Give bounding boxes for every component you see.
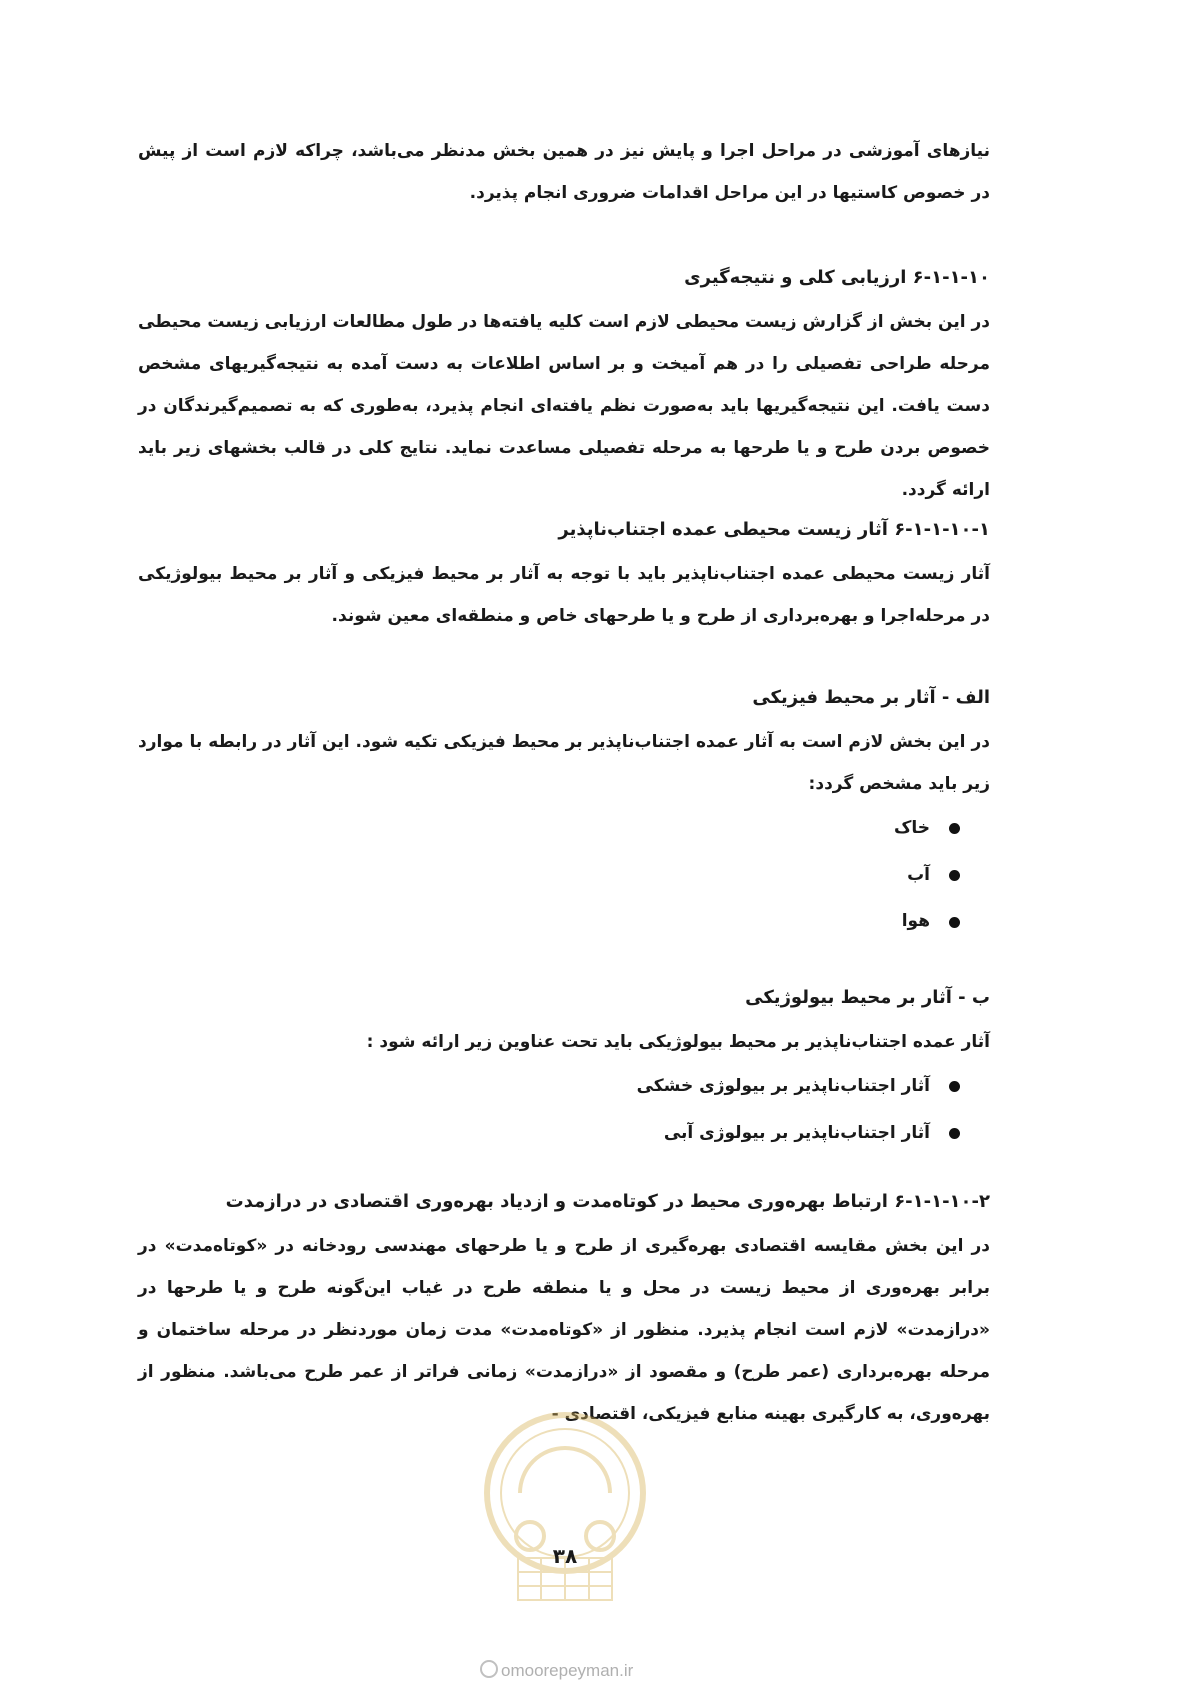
website-footer <box>480 1660 700 1681</box>
page-number: ۳۸ <box>552 1544 578 1568</box>
subsection-alef <box>138 676 990 945</box>
section-heading: ۶-۱-۱-۱۰-۲ ارتباط بهره‌وری محیط در کوتاه‌مدت و ازدیاد بهره‌وری اقتصادی در درازمدت <box>225 1191 990 1212</box>
list-item-text: خاک <box>893 817 930 838</box>
list-item-text: هوا <box>901 911 930 932</box>
bullet-icon <box>949 1128 960 1139</box>
list-item-text: آثار اجتناب‌ناپذیر بر بیولوژی آبی <box>663 1122 930 1143</box>
paragraph-text: در این بخش از گزارش زیست محیطی لازم است کلیه یافته‌ها در طول مطالعات ارزیابی زیست محیطی مرحله طراحی تفصیلی را در هم آمیخت و بر اساس اطلاعات به دست آمده به نتیجه‌گیریهای مشخص دست یافت. این نتیجه‌گیریها باید به‌صورت نظم یافته‌ای انجام پذیرد، به‌طوری که به تصمیم‌گیرندگان در خصوص بردن طرح و یا طرحها به مرحله تفصیلی مساعدت نماید. نتایج کلی در قالب بخشهای زیر باید ارائه گردد. <box>138 311 990 501</box>
list-item <box>138 1063 960 1110</box>
paragraph-text: آثار عمده اجتناب‌ناپذیر بر محیط بیولوژیکی باید تحت عناوین زیر ارائه شود : <box>366 1031 990 1052</box>
bullet-list <box>138 1063 990 1157</box>
section-heading: ۶-۱-۱-۱۰ ارزیابی کلی و نتیجه‌گیری <box>684 267 990 288</box>
section-10-1 <box>138 508 990 637</box>
section-10 <box>138 256 990 511</box>
paragraph-text: در این بخش لازم است به آثار عمده اجتناب‌ناپذیر بر محیط فیزیکی تکیه شود. این آثار در رابطه با موارد زیر باید مشخص گردد: <box>138 731 990 794</box>
list-item <box>138 898 960 945</box>
paragraph-text: نیازهای آموزشی در مراحل اجرا و پایش نیز در همین بخش مدنظر می‌باشد، چراکه لازم است از پیش در خصوص کاستیها در این مراحل اقدامات ضروری انجام پذیرد. <box>138 141 990 204</box>
bullet-list <box>138 805 990 945</box>
list-item-text: آثار اجتناب‌ناپذیر بر بیولوژی خشکی <box>636 1075 930 1096</box>
intro-paragraph <box>138 130 990 214</box>
bullet-icon <box>949 917 960 928</box>
list-item <box>138 805 960 852</box>
website-text: omoorepeyman.ir <box>501 1661 634 1680</box>
bullet-icon <box>949 1081 960 1092</box>
paragraph-text: آثار زیست محیطی عمده اجتناب‌ناپذیر باید با توجه به آثار بر محیط فیزیکی و آثار بر محیط بیولوژیکی در مرحله‌اجرا و بهره‌برداری از طرح و یا طرحهای خاص و منطقه‌ای معین شوند. <box>138 563 990 626</box>
bullet-icon <box>949 823 960 834</box>
bullet-icon <box>949 870 960 881</box>
subsection-heading: ب - آثار بر محیط بیولوژیکی <box>745 987 990 1008</box>
section-heading: ۶-۱-۱-۱۰-۱ آثار زیست محیطی عمده اجتناب‌ناپذیر <box>558 519 990 540</box>
list-item <box>138 1110 960 1157</box>
paragraph-text: در این بخش مقایسه اقتصادی بهره‌گیری از طرح و یا طرحهای مهندسی رودخانه در «کوتاه‌مدت» در برابر بهره‌وری از محیط زیست در محل و یا منطقه طرح در غیاب این‌گونه طرح و یا طرحها در «درازمدت» لازم است انجام پذیرد. منظور از «کوتاه‌مدت» مدت زمان موردنظر در مرحله ساختمان و مرحله بهره‌برداری (عمر طرح) و مقصود از «درازمدت» زمانی فراتر از عمر طرح می‌باشد. منظور از بهره‌وری، به کارگیری بهینه منابع فیزیکی، اقتصادی - <box>138 1235 990 1425</box>
globe-icon <box>480 1660 498 1678</box>
list-item <box>138 852 960 899</box>
seal-watermark-icon <box>480 1398 650 1608</box>
list-item-text: آب <box>907 864 930 885</box>
subsection-be <box>138 976 990 1156</box>
subsection-heading: الف - آثار بر محیط فیزیکی <box>752 687 990 708</box>
